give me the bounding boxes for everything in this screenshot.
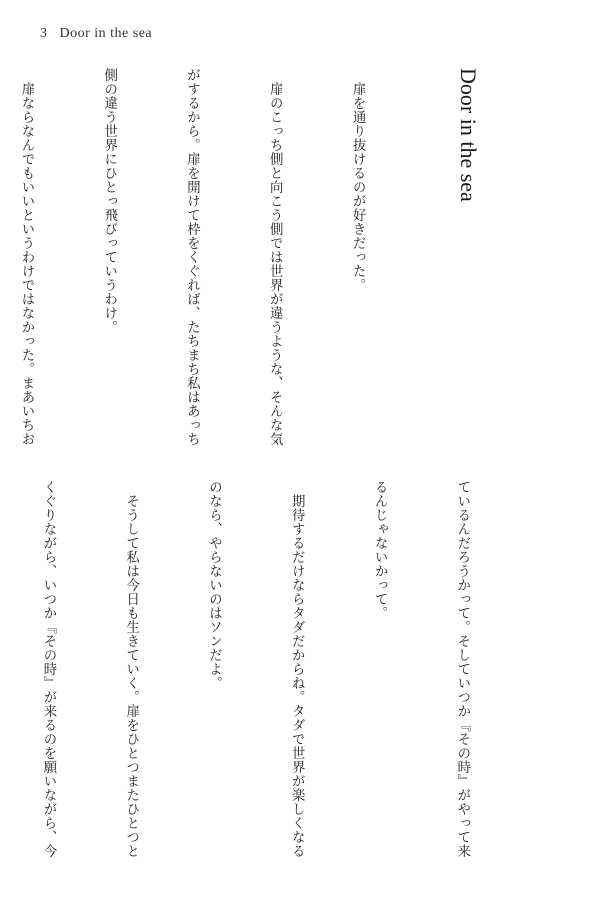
running-title: Door in the sea (59, 26, 153, 41)
text-line: くぐりながら、いつか『その時』が来るのを願いながら、今 (40, 480, 56, 858)
running-header (40, 26, 152, 42)
text-line: 扉を通り抜けるのが好きだった。 (350, 68, 366, 292)
text-line: そうして私は今日も生きていく。扉をひとつまたひとつと (123, 480, 139, 858)
lower-text-block (0, 480, 531, 858)
upper-text-block (0, 68, 537, 458)
text-line: 扉のこっち側と向こう側では世界が違うような、そんな気 (267, 68, 283, 446)
text-line: 側の違う世界にひとっ飛びっていうわけ。 (101, 68, 117, 334)
article-title: Door in the sea (455, 68, 481, 202)
text-line: 扉ならなんでもいいというわけではなかった。まあいちお (18, 68, 34, 446)
text-line: ているんだろうかって。そしていつか『その時』がやって来 (454, 480, 470, 858)
text-line: 期待するだけならタダだからね。タダで世界が楽しくなる (289, 480, 305, 858)
text-line: がするから。扉を開けて枠をくぐれば、たちまち私はあっち (184, 68, 200, 446)
page-number: 3 (40, 26, 48, 41)
text-line: のなら、やらないのはソンだよ。 (206, 480, 222, 690)
text-line: るんじゃないかって。 (372, 480, 388, 620)
